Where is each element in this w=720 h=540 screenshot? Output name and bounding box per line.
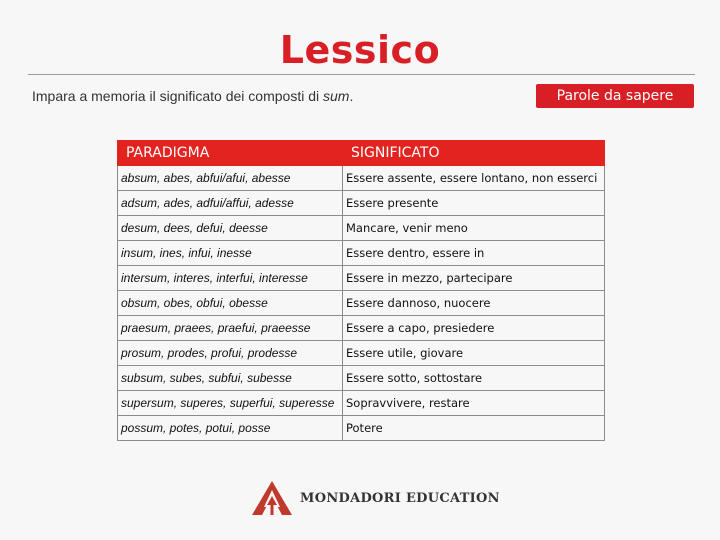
paradigm-cell: praesum, praees, praefui, praeesse <box>118 316 343 341</box>
paradigm-cell: supersum, superes, superfui, superesse <box>118 391 343 416</box>
table-row <box>118 416 605 441</box>
mondadori-rose-icon <box>250 480 294 516</box>
paradigm-cell: absum, abes, abfui/afui, abesse <box>118 166 343 191</box>
table-row <box>118 241 605 266</box>
meaning-cell: Essere a capo, presiedere <box>343 316 605 341</box>
paradigm-cell: adsum, ades, adfui/affui, adesse <box>118 191 343 216</box>
paradigm-cell: subsum, subes, subfui, subesse <box>118 366 343 391</box>
paradigm-cell: insum, ines, infui, inesse <box>118 241 343 266</box>
table-row <box>118 191 605 216</box>
meaning-cell: Essere sotto, sottostare <box>343 366 605 391</box>
paradigm-cell: obsum, obes, obfui, obesse <box>118 291 343 316</box>
paradigm-cell: possum, potes, potui, posse <box>118 416 343 441</box>
table-row <box>118 291 605 316</box>
meaning-cell: Essere presente <box>343 191 605 216</box>
meaning-cell: Mancare, venir meno <box>343 216 605 241</box>
table-row <box>118 316 605 341</box>
meaning-cell: Essere dannoso, nuocere <box>343 291 605 316</box>
publisher-logo <box>250 480 500 516</box>
paradigm-cell: intersum, interes, interfui, interesse <box>118 266 343 291</box>
vocabulary-table <box>117 140 605 441</box>
instruction-end: . <box>349 88 354 104</box>
page-title: Lessico <box>279 28 441 72</box>
table-row <box>118 166 605 191</box>
table-row <box>118 266 605 291</box>
header-paradigma: PARADIGMA <box>118 141 343 166</box>
title-divider <box>28 74 695 75</box>
meaning-cell: Essere assente, essere lontano, non esserci <box>343 166 605 191</box>
meaning-cell: Essere dentro, essere in <box>343 241 605 266</box>
meaning-cell: Sopravvivere, restare <box>343 391 605 416</box>
header-significato: SIGNIFICATO <box>343 141 605 166</box>
instruction-text <box>32 88 353 104</box>
instruction-emphasis: sum <box>323 88 350 104</box>
table-row <box>118 216 605 241</box>
table-row <box>118 366 605 391</box>
table-row <box>118 341 605 366</box>
meaning-cell: Essere in mezzo, partecipare <box>343 266 605 291</box>
paradigm-cell: prosum, prodes, profui, prodesse <box>118 341 343 366</box>
paradigm-cell: desum, dees, defui, deesse <box>118 216 343 241</box>
meaning-cell: Essere utile, giovare <box>343 341 605 366</box>
table-header-row <box>118 141 605 166</box>
instruction-main: Impara a memoria il significato dei composti di <box>32 88 320 104</box>
meaning-cell: Potere <box>343 416 605 441</box>
parole-da-sapere-tag: Parole da sapere <box>536 84 694 108</box>
table-row <box>118 391 605 416</box>
brand-name: MONDADORI EDUCATION <box>300 490 500 506</box>
